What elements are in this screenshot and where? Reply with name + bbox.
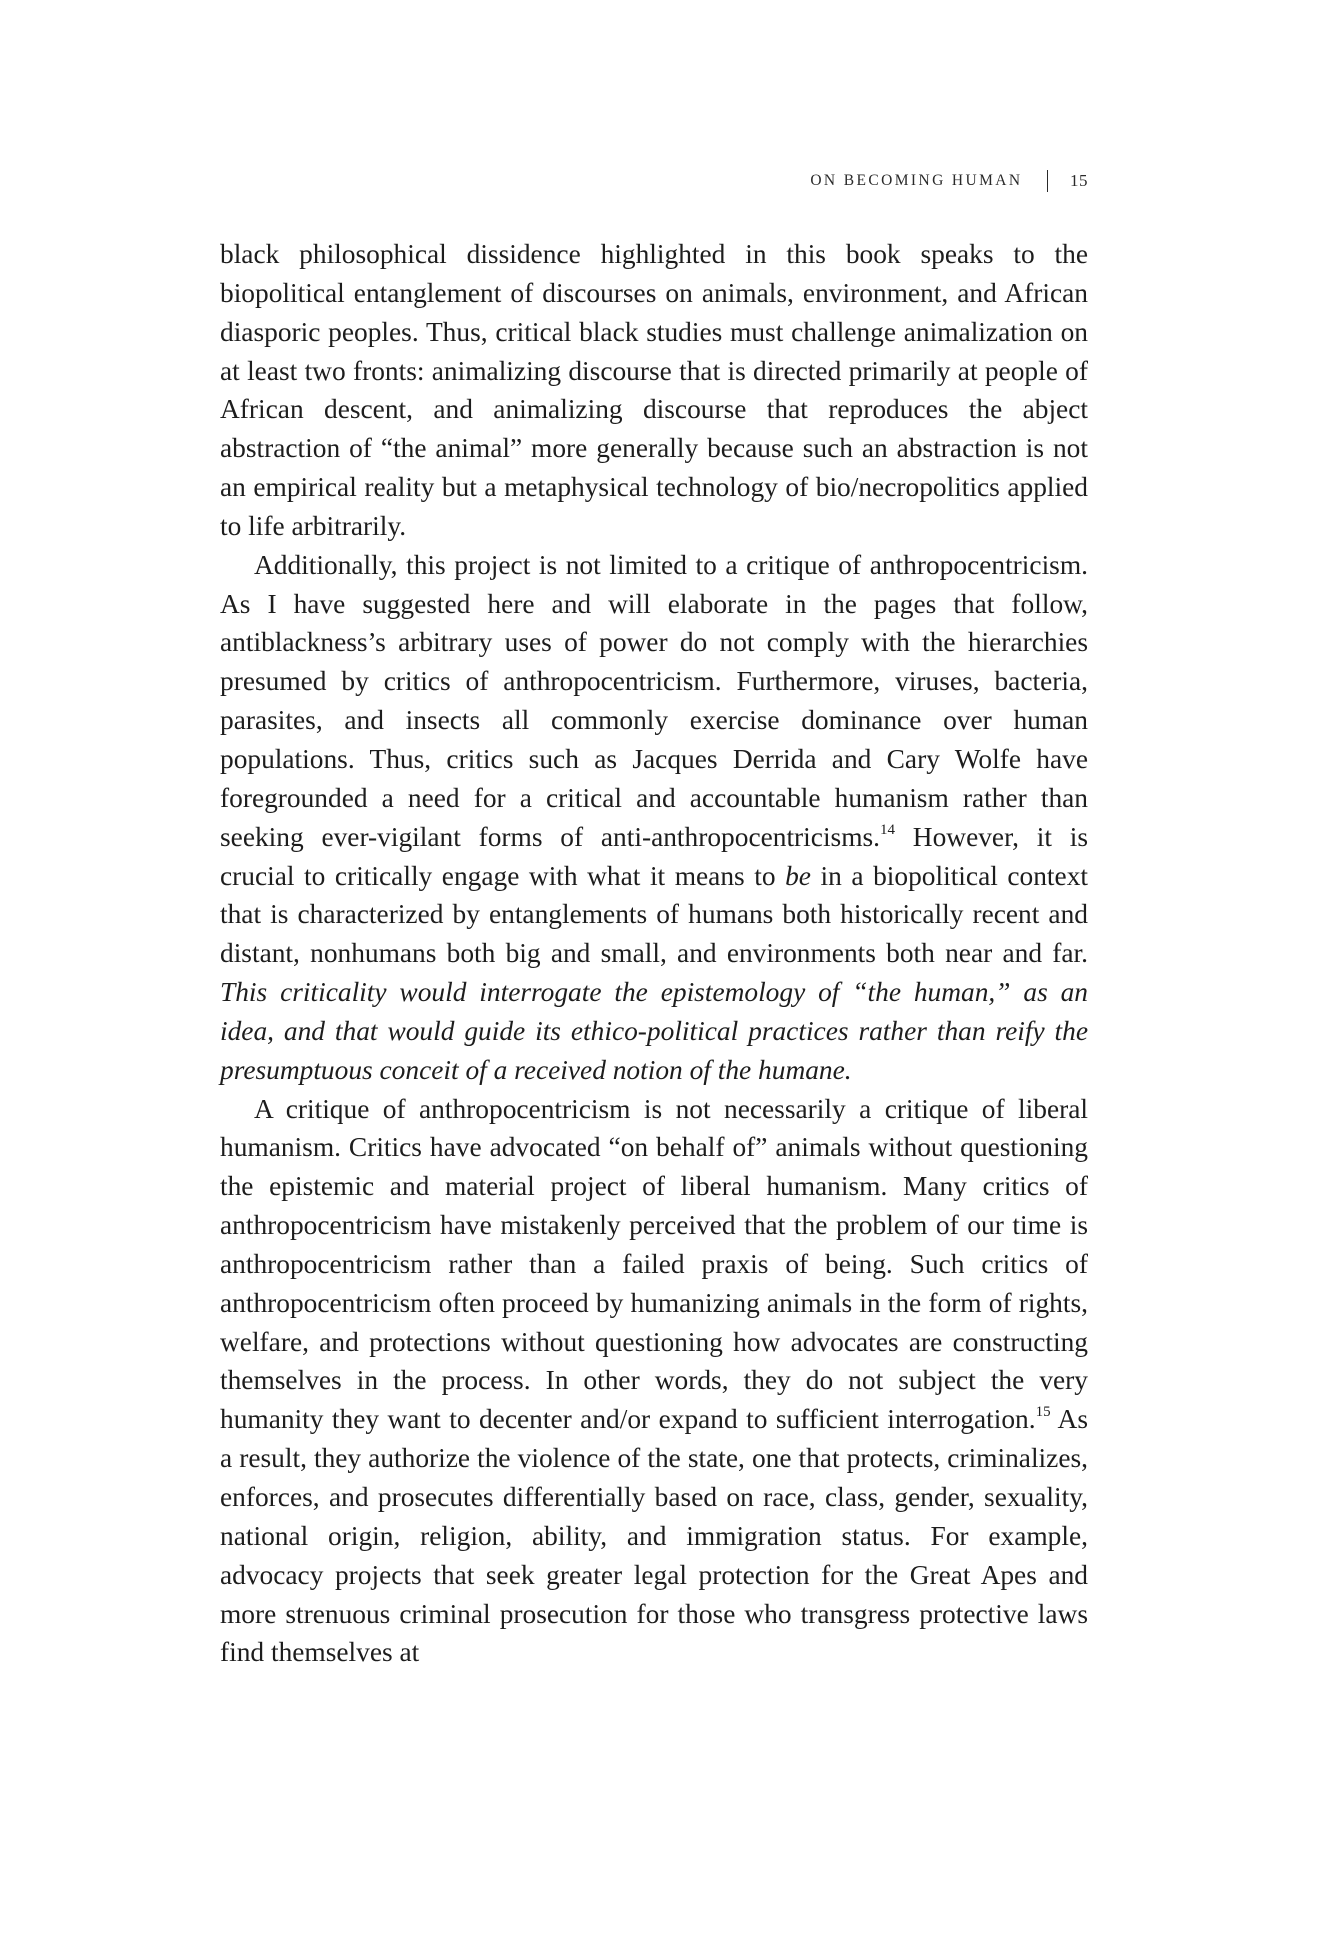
page-number: 15 bbox=[1070, 171, 1088, 190]
footnote-marker: 14 bbox=[880, 821, 896, 838]
paragraph-text: As a result, they authorize the violence of the state, one that protects, criminalizes, enforces, and prosecutes differentially based on race, class, gender, sexuality, national origin, religion, ability, and immigration status. For example, advocacy projects that seek greater legal protection for the Great Apes and more strenuous criminal prosecution for those who transgress protective laws find themselves at bbox=[220, 1404, 1088, 1668]
paragraph-text: in a biopolitical context that is characterized by entanglements of humans both historically recent and distant, nonhumans both big and small, and environments both near and far. bbox=[220, 860, 1089, 969]
running-head-divider bbox=[1047, 170, 1049, 192]
paragraph bbox=[220, 1090, 1088, 1673]
italic-text: be bbox=[785, 860, 811, 891]
body-text bbox=[220, 235, 1088, 1672]
paragraph-text: black philosophical dissidence highlighted in this book speaks to the biopolitical entanglement of discourses on animals, environment, and African diasporic peoples. Thus, critical black studies must challenge animalization on at least two fronts: animalizing discourse that is directed primarily at people of African descent, and animalizing discourse that reproduces the abject abstraction of “the animal” more generally because such an abstraction is not an empirical reality but a metaphysical technology of bio/necropolitics applied to life arbitrarily. bbox=[220, 239, 1088, 541]
paragraph bbox=[220, 546, 1088, 1090]
running-head-title: ON BECOMING HUMAN bbox=[810, 172, 1023, 189]
footnote-marker: 15 bbox=[1035, 1404, 1051, 1421]
paragraph-text: However, it is crucial to critically engage with what it means to bbox=[220, 821, 1088, 891]
italic-text: This criticality would interrogate the epistemology of “the human,” as an idea, and that would guide its ethico-political practices rather than reify the presumptuous conceit of a received notion of the humane. bbox=[220, 977, 1088, 1085]
paragraph bbox=[220, 235, 1088, 546]
running-head bbox=[810, 168, 1088, 194]
paragraph-text: A critique of anthropocentricism is not necessarily a critique of liberal humanism. Critics have advocated “on behalf of” animals without questioning the epistemic and material project of liberal humanism. Many critics of anthropocentricism have mistakenly perceived that the problem of our time is anthropocentricism rather than a failed praxis of being. Such critics of anthropocentricism often proceed by humanizing animals in the form of rights, welfare, and protections without questioning how advocates are constructing themselves in the process. In other words, they do not subject the very humanity they want to decenter and/or expand to sufficient interrogation. bbox=[220, 1093, 1088, 1435]
paragraph-text: Additionally, this project is not limited to a critique of anthropocentricism. As I have suggested here and will elaborate in the pages that follow, antiblackness’s arbitrary uses of power do not comply with the hierarchies presumed by critics of anthropocentricism. Furthermore, viruses, bacteria, parasites, and insects all commonly exercise dominance over human populations. Thus, critics such as Jacques Derrida and Cary Wolfe have foregrounded a need for a critical and accountable humanism rather than seeking ever-vigilant forms of anti-anthropocentricisms. bbox=[220, 549, 1088, 852]
